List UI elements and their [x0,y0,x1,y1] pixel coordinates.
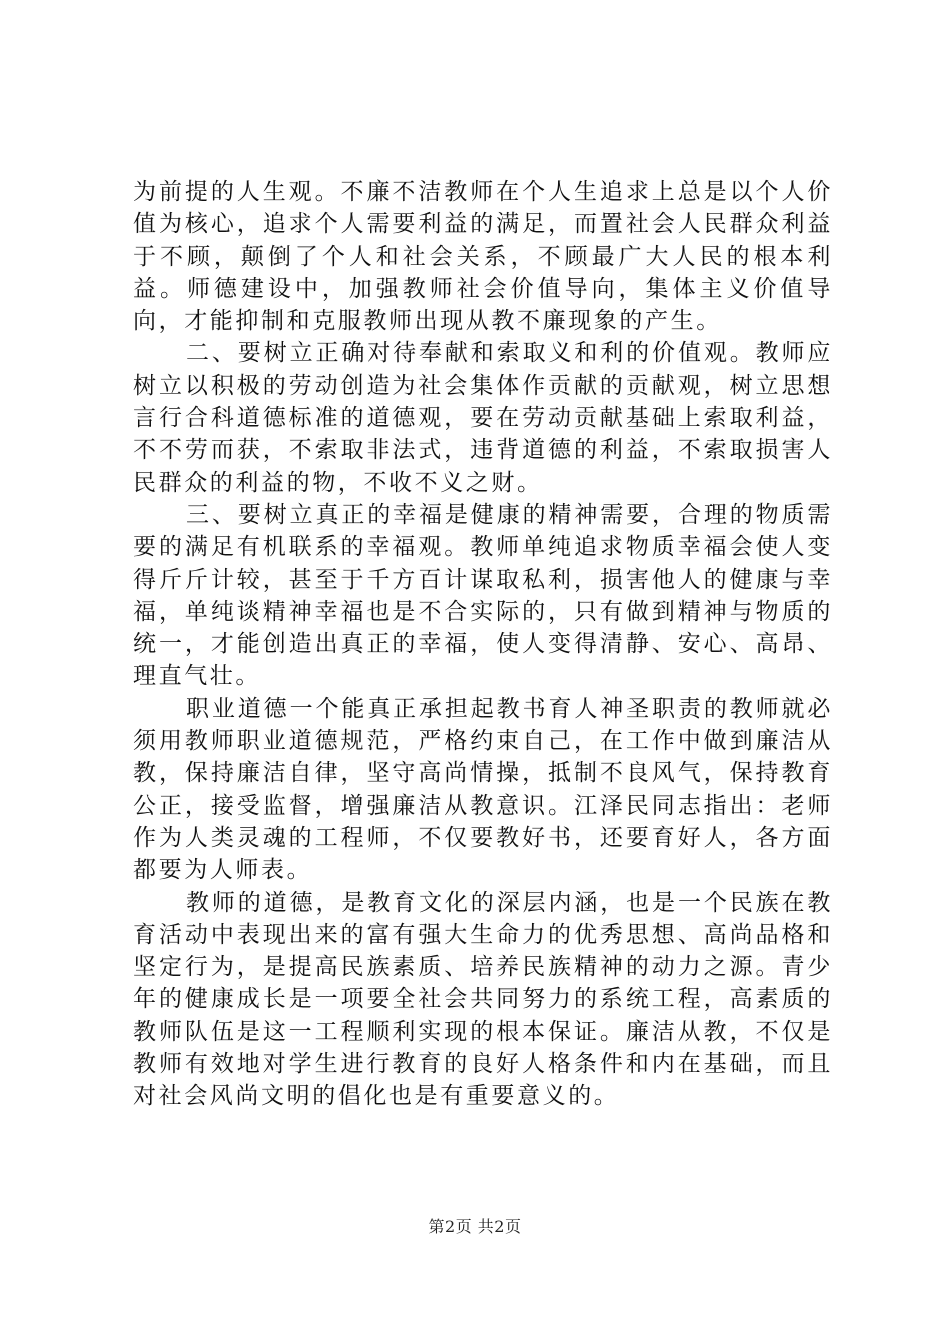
document-body [133,176,833,1113]
paragraph-teacher-morality: 教师的道德，是教育文化的深层内涵，也是一个民族在教育活动中表现出来的富有强大生命力的优秀思想、高尚品格和坚定行为，是提高民族素质、培养民族精神的动力之源。青少年的健康成长是一项要全社会共同努力的系统工程，高素质的教师队伍是这一工程顺利实现的根本保证。廉洁从教，不仅是教师有效地对学生进行教育的良好人格条件和内在基础，而且对社会风尚文明的倡化也是有重要意义的。 [133,889,833,1110]
page-number-footer: 第2页 共2页 [428,1217,522,1236]
paragraph-point-three: 三、要树立真正的幸福是健康的精神需要，合理的物质需要的满足有机联系的幸福观。教师单纯追求物质幸福会使人变得斤斤计较，甚至于千方百计谋取私利，损害他人的健康与幸福，单纯谈精神幸福也是不合实际的，只有做到精神与物质的统一，才能创造出真正的幸福，使人变得清静、安心、高昂、理直气壮。 [133,501,833,690]
paragraph-continuation: 为前提的人生观。不廉不洁教师在个人生追求上总是以个人价值为核心，追求个人需要利益的满足，而置社会人民群众利益于不顾，颠倒了个人和社会关系，不顾最广大人民的根本利益。师德建设中，加强教师社会价值导向，集体主义价值导向，才能抑制和克服教师出现从教不廉现象的产生。 [133,179,833,335]
paragraph-point-two: 二、要树立正确对待奉献和索取义和利的价值观。教师应树立以积极的劳动创造为社会集体作贡献的贡献观，树立思想言行合科道德标准的道德观，要在劳动贡献基础上索取利益，不不劳而获，不索取非法式，违背道德的利益，不索取损害人民群众的利益的物，不收不义之财。 [133,340,833,496]
paragraph-professional-ethics: 职业道德一个能真正承担起教书育人神圣职责的教师就必须用教师职业道德规范，严格约束自己，在工作中做到廉洁从教，保持廉洁自律，坚守高尚情操，抵制不良风气，保持教育公正，接受监督，增强廉洁从教意识。江泽民同志指出：老师作为人类灵魂的工程师，不仅要教好书，还要育好人，各方面都要为人师表。 [133,695,833,884]
